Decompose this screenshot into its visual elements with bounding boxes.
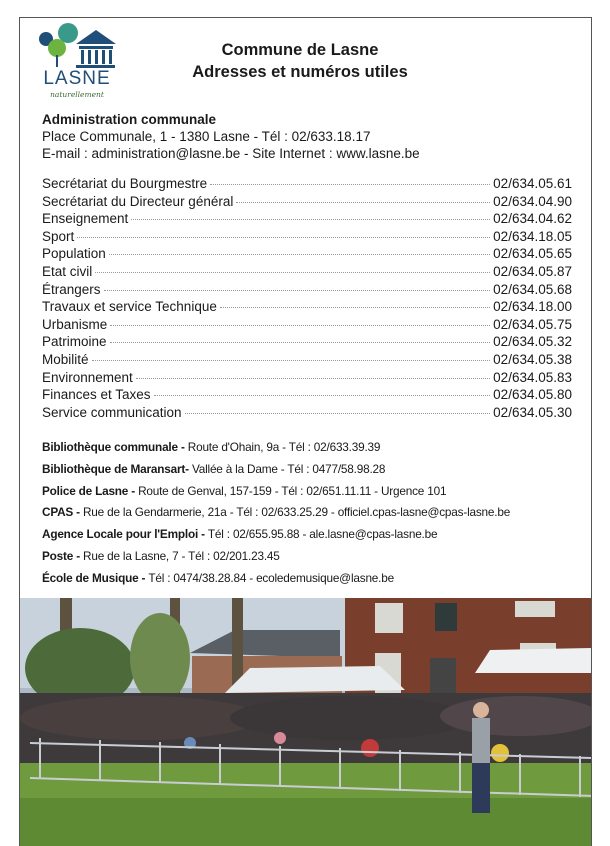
service-row bbox=[42, 194, 572, 212]
service-phone: 02/634.05.65 bbox=[493, 246, 572, 262]
admin-section bbox=[42, 111, 420, 162]
dotted-leader bbox=[77, 237, 490, 238]
contact-row bbox=[42, 546, 582, 568]
service-label: Mobilité bbox=[42, 351, 89, 367]
contact-row bbox=[42, 459, 582, 481]
service-phone: 02/634.05.38 bbox=[493, 351, 572, 367]
service-row bbox=[42, 387, 572, 405]
service-phone: 02/634.04.90 bbox=[493, 193, 572, 209]
service-label: Secrétariat du Directeur général bbox=[42, 193, 234, 209]
service-phone: 02/634.05.32 bbox=[493, 334, 572, 350]
contact-details: Vallée à la Dame - Tél : 0477/58.98.28 bbox=[191, 461, 386, 476]
service-phone: 02/634.05.61 bbox=[493, 176, 572, 191]
service-label: Sport bbox=[42, 228, 75, 244]
dotted-leader bbox=[109, 254, 490, 255]
dotted-leader bbox=[110, 325, 490, 326]
contact-details: Tél : 0474/38.28.84 - ecoledemusique@lasne.be bbox=[148, 570, 394, 585]
service-label: Urbanisme bbox=[42, 316, 108, 332]
contact-name: Poste - bbox=[42, 548, 84, 563]
service-phone: 02/634.05.80 bbox=[493, 387, 572, 403]
contact-row bbox=[42, 437, 582, 459]
service-label: Étrangers bbox=[42, 281, 101, 297]
contact-name: Bibliothèque communale - bbox=[42, 440, 188, 454]
service-row bbox=[42, 317, 572, 335]
services-list bbox=[42, 176, 572, 422]
service-row bbox=[42, 229, 572, 247]
service-label: Finances et Taxes bbox=[42, 387, 151, 403]
service-row bbox=[42, 370, 572, 388]
service-row bbox=[42, 299, 572, 317]
crowd-photo bbox=[20, 598, 592, 846]
page-title bbox=[120, 39, 480, 83]
service-label: Travaux et service Technique bbox=[42, 299, 217, 315]
logo-trees-house-icon bbox=[38, 22, 116, 70]
service-label: Enseignement bbox=[42, 211, 129, 227]
service-label: Service communication bbox=[42, 404, 182, 420]
page-frame bbox=[19, 17, 592, 846]
contact-name: École de Musique - bbox=[42, 570, 149, 585]
dotted-leader bbox=[185, 413, 491, 414]
service-row bbox=[42, 334, 572, 352]
dotted-leader bbox=[131, 219, 490, 220]
service-label: Environnement bbox=[42, 369, 133, 385]
dotted-leader bbox=[136, 378, 490, 379]
service-label: Etat civil bbox=[42, 263, 93, 279]
logo-tagline: naturellement bbox=[50, 90, 104, 99]
dotted-leader bbox=[210, 184, 490, 185]
service-phone: 02/634.05.30 bbox=[493, 404, 572, 420]
contact-row bbox=[42, 568, 582, 590]
contact-row bbox=[42, 524, 582, 546]
title-line-2: Adresses et numéros utiles bbox=[192, 63, 408, 81]
contact-row bbox=[42, 502, 582, 524]
lasne-logo bbox=[38, 22, 116, 104]
dotted-leader bbox=[92, 360, 491, 361]
contact-details: Rue de la Gendarmerie, 21a - Tél : 02/633.25.29 - officiel.cpas-lasne@cpas-lasne.be bbox=[82, 505, 511, 520]
dotted-leader bbox=[95, 272, 490, 273]
contact-details: Route d'Ohain, 9a - Tél : 02/633.39.39 bbox=[187, 440, 381, 454]
service-row bbox=[42, 246, 572, 264]
logo-text: LASNE bbox=[43, 68, 111, 89]
admin-heading: Administration communale bbox=[42, 112, 217, 127]
dotted-leader bbox=[154, 395, 491, 396]
contact-name: CPAS - bbox=[42, 505, 83, 520]
service-phone: 02/634.18.00 bbox=[493, 299, 572, 315]
dotted-leader bbox=[110, 342, 491, 343]
title-line-1: Commune de Lasne bbox=[221, 41, 379, 59]
contact-details: Tél : 02/655.95.88 - ale.lasne@cpas-lasne.be bbox=[207, 527, 438, 542]
admin-contact: E-mail : administration@lasne.be - Site Internet : www.lasne.be bbox=[42, 146, 420, 161]
service-phone: 02/634.05.87 bbox=[493, 263, 572, 279]
service-row bbox=[42, 176, 572, 194]
admin-address: Place Communale, 1 - 1380 Lasne - Tél : 02/633.18.17 bbox=[42, 129, 371, 144]
dotted-leader bbox=[104, 290, 491, 291]
contact-details: Rue de la Lasne, 7 - Tél : 02/201.23.45 bbox=[83, 548, 280, 563]
contact-row bbox=[42, 481, 582, 503]
service-label: Secrétariat du Bourgmestre bbox=[42, 176, 208, 191]
contact-details: Route de Genval, 157-159 - Tél : 02/651.11.11 - Urgence 101 bbox=[138, 483, 447, 498]
contact-name: Agence Locale pour l'Emploi - bbox=[42, 527, 208, 542]
service-phone: 02/634.05.83 bbox=[493, 369, 572, 385]
contact-name: Police de Lasne - bbox=[42, 483, 139, 498]
service-label: Population bbox=[42, 246, 106, 262]
contact-name: Bibliothèque de Maransart- bbox=[42, 461, 192, 476]
service-row bbox=[42, 352, 572, 370]
service-row bbox=[42, 211, 572, 229]
service-row bbox=[42, 264, 572, 282]
service-row bbox=[42, 282, 572, 300]
dotted-leader bbox=[236, 202, 490, 203]
dotted-leader bbox=[220, 307, 490, 308]
service-phone: 02/634.05.75 bbox=[493, 316, 572, 332]
service-phone: 02/634.18.05 bbox=[493, 228, 572, 244]
service-phone: 02/634.05.68 bbox=[493, 281, 572, 297]
service-label: Patrimoine bbox=[42, 334, 107, 350]
service-row bbox=[42, 405, 572, 423]
other-contacts-list bbox=[42, 437, 582, 590]
service-phone: 02/634.04.62 bbox=[493, 211, 572, 227]
